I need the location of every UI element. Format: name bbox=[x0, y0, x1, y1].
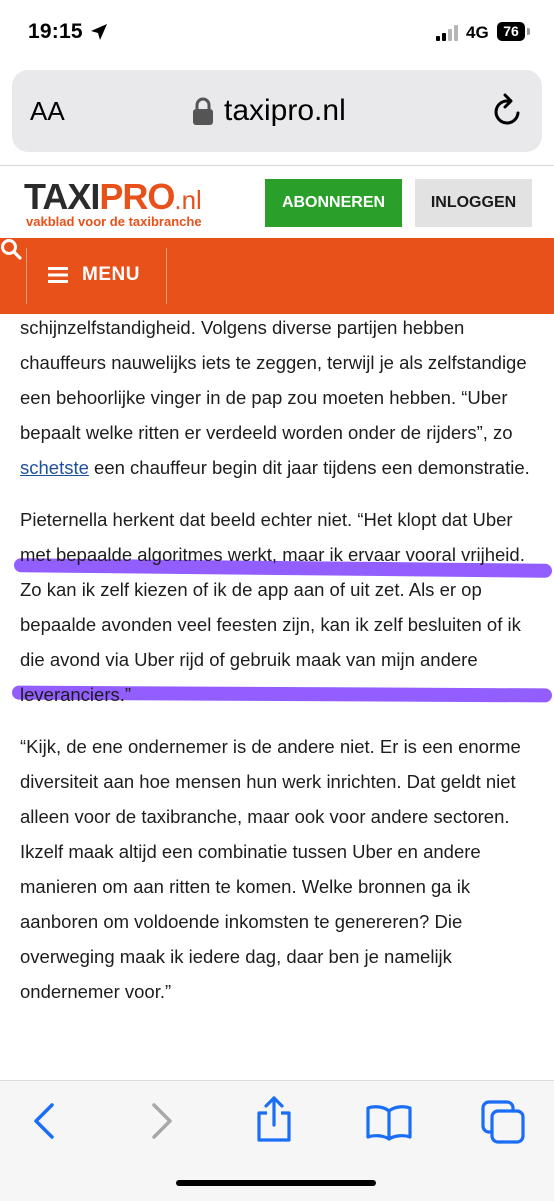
site-logo[interactable] bbox=[24, 176, 244, 232]
share-icon[interactable] bbox=[254, 1095, 294, 1143]
tabs-icon[interactable] bbox=[480, 1099, 526, 1145]
article-body bbox=[20, 310, 540, 1026]
address-bar[interactable] bbox=[12, 70, 542, 152]
home-indicator bbox=[176, 1180, 376, 1186]
battery-icon: 76 bbox=[497, 22, 525, 41]
signal-icon bbox=[436, 25, 462, 41]
hamburger-icon bbox=[48, 267, 68, 283]
login-button[interactable]: INLOGGEN bbox=[415, 179, 532, 227]
subscribe-button[interactable]: ABONNEREN bbox=[265, 179, 402, 227]
location-arrow-icon bbox=[90, 23, 108, 41]
lock-icon bbox=[192, 96, 214, 126]
status-bar bbox=[0, 0, 554, 62]
search-icon[interactable] bbox=[0, 238, 22, 260]
reload-icon[interactable] bbox=[492, 93, 524, 127]
article-paragraph: Pieternella herkent dat beeld echter niet. “Het klopt dat Uber met bepaalde algoritmes werkt, maar ik ervaar vooral vrijheid. Zo kan ik zelf kiezen of ik de app aan of uit zet. Als er op bepaalde avonden veel feesten zijn, kan ik zelf besluiten of ik die avond via Uber rijd of gebruik maak van mijn andere leveranciers.” bbox=[20, 509, 525, 705]
article-paragraph: “Kijk, de ene ondernemer is de andere niet. Er is een enorme diversiteit aan hoe mensen hun werk inrichten. Dat geldt niet alleen voor de taxibranche, maar ook voor andere sectoren. Ikzelf maak altijd een combinatie tussen Uber en andere manieren om aan ritten te komen. Welke bronnen ga ik aanboren om voldoende inkomsten te genereren? Die overweging maak ik iedere dag, daar ben je namelijk ondernemer voor.” bbox=[20, 736, 521, 1002]
article-paragraph: schijnzelfstandigheid. Volgens diverse partijen hebben chauffeurs nauwelijks iets te zeggen, terwijl je als zelfstandige een behoorlijke vinger in de pap zou moeten hebben. “Uber bepaalt welke ritten er verdeeld worden onder de rijders”, zo schetste een chauffeur begin dit jaar tijdens een demonstratie. bbox=[20, 317, 530, 478]
network-type: 4G bbox=[466, 23, 489, 42]
text-size-button[interactable]: AA bbox=[30, 96, 65, 126]
bookmarks-icon[interactable] bbox=[365, 1103, 413, 1141]
header-separator bbox=[0, 165, 554, 166]
forward-icon[interactable] bbox=[148, 1101, 176, 1141]
nav-divider bbox=[26, 248, 27, 304]
status-time: 19:15 bbox=[28, 20, 83, 43]
main-nav bbox=[0, 238, 554, 314]
logo-wordmark: TAXIPRO.nl bbox=[24, 176, 202, 217]
schetste-link[interactable]: schetste bbox=[20, 457, 89, 478]
url-domain[interactable]: taxipro.nl bbox=[224, 94, 346, 127]
nav-divider bbox=[166, 248, 167, 304]
menu-label: MENU bbox=[82, 264, 140, 285]
back-icon[interactable] bbox=[30, 1101, 58, 1141]
battery-cap bbox=[527, 28, 530, 35]
logo-tagline: vakblad voor de taxibranche bbox=[26, 214, 202, 229]
